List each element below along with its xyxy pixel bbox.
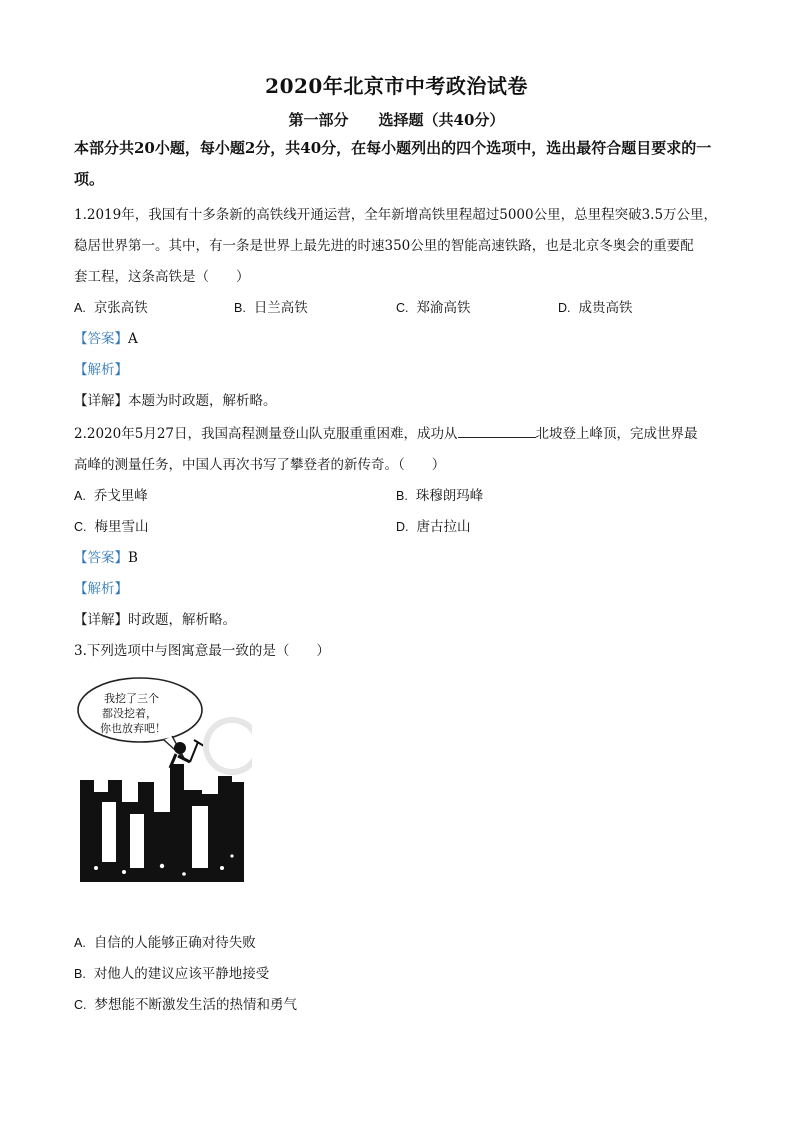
- section-instructions: 本部分共20小题，每小题2分，共40分，在每小题列出的四个选项中，选出最符合题目要求的一项。: [74, 139, 712, 188]
- q2-detail: [74, 608, 236, 628]
- option-text: 郑渝高铁: [416, 300, 471, 316]
- option-letter: B.: [234, 301, 246, 315]
- page-title: 2020年北京市中考政治试卷: [265, 74, 528, 98]
- option-text: 对他人的建议应该平静地接受: [93, 966, 270, 982]
- answer-tag: 【答案】: [74, 550, 128, 566]
- option-text: 成贵高铁: [578, 300, 633, 316]
- option-text: 珠穆朗玛峰: [415, 488, 484, 504]
- option-text: 日兰高铁: [253, 300, 308, 316]
- answer-value: A: [128, 331, 138, 347]
- option-letter: A.: [74, 936, 86, 950]
- watermark-logo: [206, 720, 252, 772]
- q2-analysis-tag: 【解析】: [74, 581, 128, 597]
- speech-line-2: 都没挖着，: [102, 707, 157, 720]
- cartoon-image: [72, 672, 252, 894]
- option-letter: C.: [396, 301, 409, 315]
- option-letter: C.: [74, 998, 87, 1012]
- q1-stem-line-1: 1.2019年，我国有十多条新的高铁线开通运营，全年新增高铁里程超过5000公里，总里程突破3.5万公里，: [74, 207, 718, 223]
- option-text: 梦想能不断激发生活的热情和勇气: [94, 997, 297, 1013]
- q3-option-a: [74, 931, 256, 951]
- q2-option-d: [396, 515, 471, 535]
- q1-stem-line-3: 套工程，这条高铁是（ ）: [74, 269, 250, 285]
- option-letter: A.: [74, 301, 86, 315]
- q2-stem-before: 2.2020年5月27日，我国高程测量登山队克服重重困难，成功从: [74, 426, 458, 442]
- q1-answer: [74, 327, 138, 347]
- q3-stem: 3.下列选项中与图寓意最一致的是（ ）: [74, 643, 330, 659]
- q1-option-c: [396, 296, 471, 316]
- option-letter: D.: [396, 520, 409, 534]
- q1-stem-line-2: 稳居世界第一。其中，有一条是世界上最先进的时速350公里的智能高速铁路，也是北京冬奥会的重要配: [74, 238, 694, 254]
- pit: [130, 814, 144, 868]
- option-text: 自信的人能够正确对待失败: [93, 935, 256, 951]
- q3-option-c: [74, 993, 297, 1013]
- q1-option-a: [74, 296, 148, 316]
- q2-stem-after: 北坡登上峰顶，完成世界最: [535, 426, 698, 442]
- option-text: 梅里雪山: [94, 519, 149, 535]
- option-text: 乔戈里峰: [93, 488, 148, 504]
- q1-option-b: [234, 296, 308, 316]
- q2-option-b: [396, 484, 483, 504]
- q1-detail: [74, 389, 277, 409]
- pickaxe-icon: [190, 740, 204, 762]
- option-letter: D.: [558, 301, 571, 315]
- detail-text: 时政题，解析略。: [128, 612, 236, 628]
- section-title: 第一部分 选择题（共40分）: [288, 111, 505, 129]
- q2-option-c: [74, 515, 149, 535]
- q2-option-a: [74, 484, 148, 504]
- speech-line-3: 你也放弃吧！: [100, 722, 166, 735]
- q3-option-b: [74, 962, 269, 982]
- q1-option-d: [558, 296, 633, 316]
- q2-stem-line-2: 高峰的测量任务，中国人再次书写了攀登者的新传奇。（ ）: [74, 457, 446, 473]
- pit: [192, 806, 208, 868]
- answer-tag: 【答案】: [74, 331, 128, 347]
- option-letter: B.: [396, 489, 408, 503]
- detail-tag: 【详解】: [74, 612, 128, 628]
- q1-analysis-tag: 【解析】: [74, 362, 128, 378]
- q2-answer: [74, 546, 138, 566]
- option-letter: C.: [74, 520, 87, 534]
- detail-tag: 【详解】: [74, 393, 128, 409]
- detail-text: 本题为时政题，解析略。: [128, 393, 277, 409]
- option-letter: B.: [74, 967, 86, 981]
- option-text: 京张高铁: [93, 300, 148, 316]
- pit: [102, 802, 116, 862]
- speech-line-1: 我挖了三个: [104, 692, 159, 705]
- option-letter: A.: [74, 489, 86, 503]
- option-text: 唐古拉山: [416, 519, 471, 535]
- fill-blank: [458, 425, 536, 438]
- q2-stem-line-1: [74, 422, 698, 442]
- answer-value: B: [128, 550, 138, 566]
- figure-head: [174, 742, 186, 754]
